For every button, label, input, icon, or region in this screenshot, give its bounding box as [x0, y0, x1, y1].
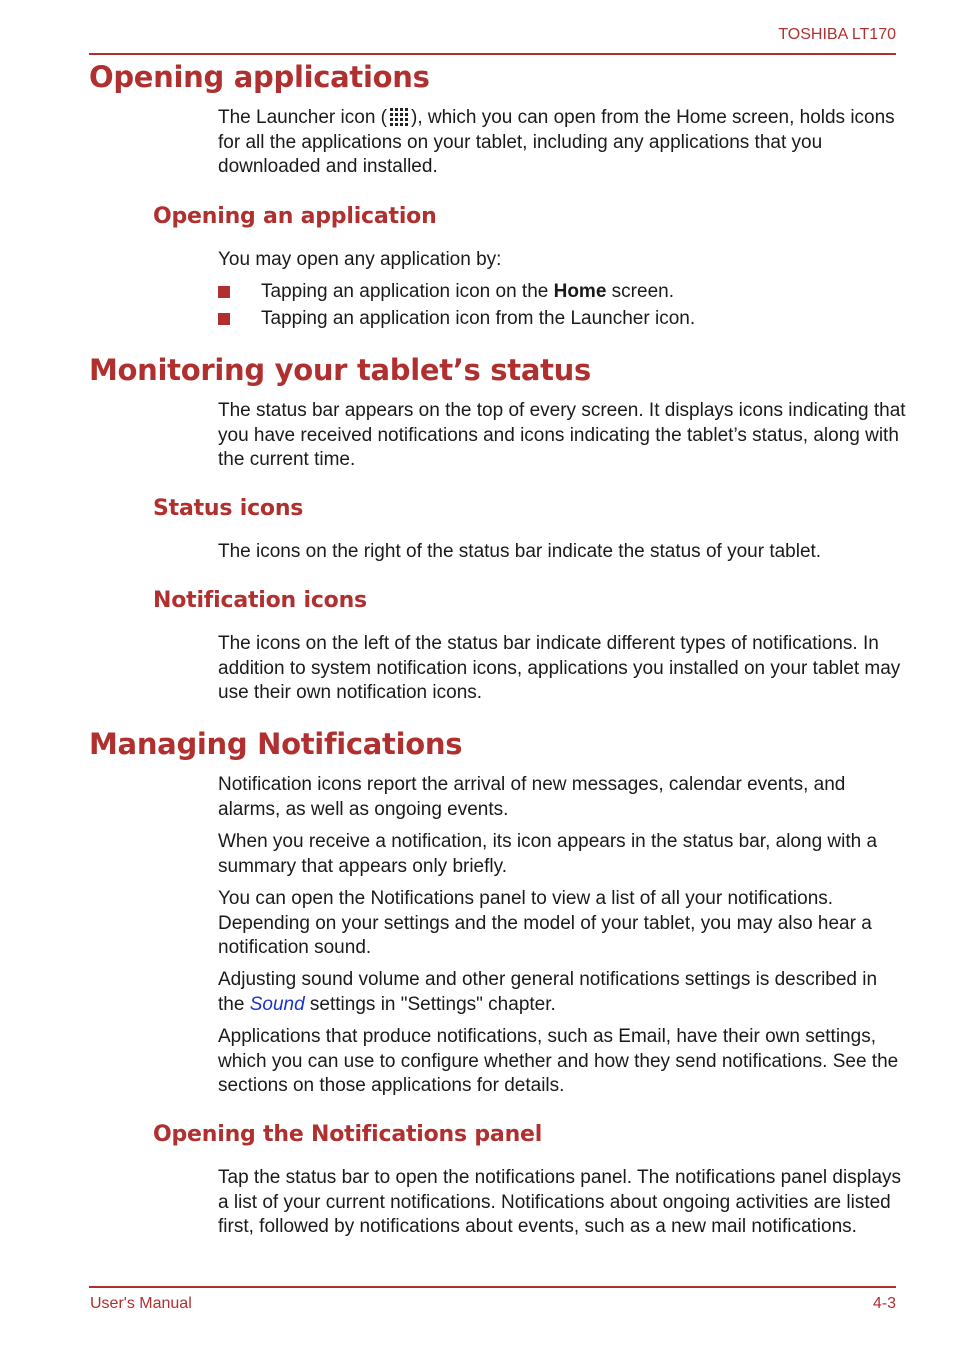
para-managing-5: Applications that produce notifications, such as Email, have their own settings, which you can use to configure whether and how they send notifications. See the sections on those applications for details. — [218, 1026, 899, 1096]
home-bold: Home — [553, 281, 607, 302]
para-managing-3: You can open the Notifications panel to view a list of all your notifications. Depending on your settings and the model of your tablet, you may also hear a notification sound. — [218, 888, 872, 958]
para-launcher — [218, 106, 908, 180]
header-rule — [89, 53, 896, 55]
footer-title: User's Manual — [90, 1295, 192, 1312]
heading-managing-notifications: Managing Notifications — [89, 727, 463, 761]
page-number: 4-3 — [872, 1295, 896, 1312]
footer-rule — [89, 1286, 896, 1288]
para-notification-icons: The icons on the left of the status bar indicate different types of notifications. In addition to system notification icons, applications you installed on your tablet may use their own notification icons. — [218, 633, 901, 703]
sound-link[interactable]: Sound — [249, 993, 305, 1015]
heading-opening-an-application: Opening an application — [153, 204, 437, 229]
heading-status-icons: Status icons — [153, 496, 304, 521]
para-launcher-post: ), which you can open from the Home screen, holds icons for all the applications on your tablet, including any applications that you downloaded and installed. — [218, 107, 895, 177]
para-managing-1: Notification icons report the arrival of new messages, calendar events, and alarms, as well as ongoing events. — [218, 774, 846, 820]
bullet-square-icon — [218, 313, 230, 325]
para-opening-panel: Tap the status bar to open the notifications panel. The notifications panel displays a list of your current notifications. Notifications about ongoing activities are listed first, followed by notifications about events, such as a new mail notifications. — [218, 1167, 902, 1237]
para-launcher-pre: The Launcher icon ( — [218, 107, 387, 128]
heading-opening-panel: Opening the Notifications panel — [153, 1122, 543, 1147]
para-managing-2: When you receive a notification, its icon appears in the status bar, along with a summary that appears only briefly. — [218, 831, 878, 877]
heading-notification-icons: Notification icons — [153, 588, 367, 613]
heading-monitoring: Monitoring your tablet’s status — [89, 353, 591, 387]
bullet-text: Tapping an application icon on the Home screen. — [261, 281, 674, 302]
para-status-icons: The icons on the right of the status bar indicate the status of your tablet. — [218, 541, 822, 562]
bullet-text: Tapping an application icon from the Launcher icon. — [261, 308, 696, 329]
para-managing-4: Adjusting sound volume and other general notifications settings is described in the Sound settings in "Settings" chapter. — [218, 969, 878, 1015]
launcher-grid-icon — [389, 107, 409, 127]
para-monitoring: The status bar appears on the top of every screen. It displays icons indicating that you have received notifications and icons indicating the tablet’s status, along with the current time. — [218, 400, 906, 470]
para-open-intro: You may open any application by: — [218, 249, 502, 270]
bullet-square-icon — [218, 286, 230, 298]
heading-opening-applications: Opening applications — [89, 60, 430, 94]
header-model: TOSHIBA LT170 — [778, 26, 896, 43]
